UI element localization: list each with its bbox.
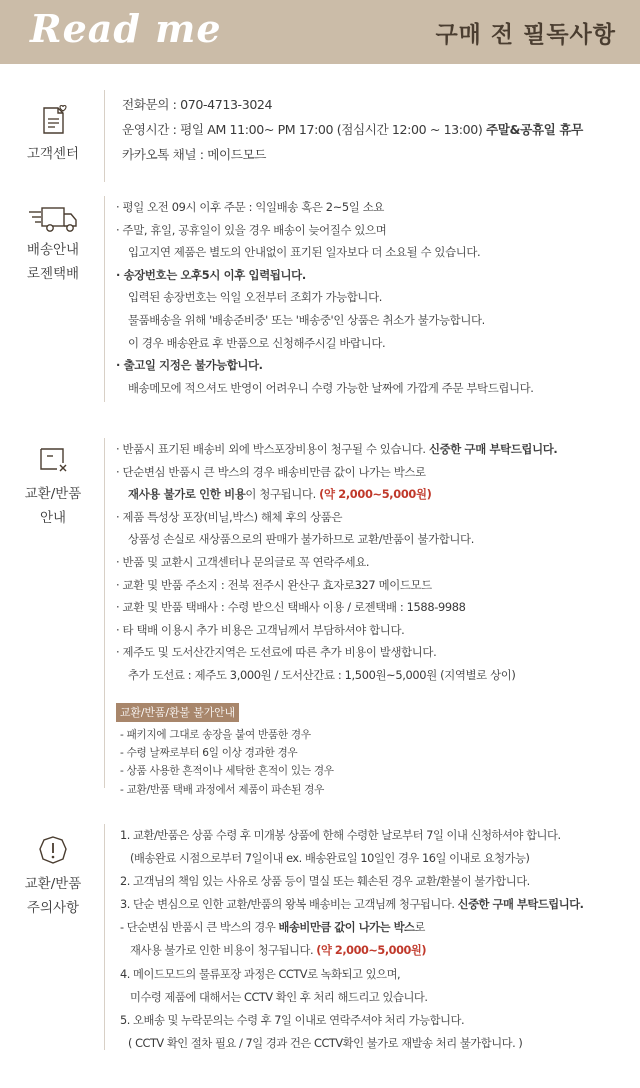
shipping-label bbox=[0, 238, 106, 286]
exchange-line: 추가 도선료 : 제주도 3,000원 / 도서산간료 : 1,500원~5,000원 (지역별로 상이) bbox=[128, 667, 516, 682]
caution-text: 로 bbox=[414, 921, 425, 935]
cs-label: 고객센터 bbox=[26, 146, 80, 162]
shipping-line: 입력된 송장번호는 익일 오전부터 조회가 가능합니다. bbox=[128, 290, 382, 305]
exchange-emphasis: 재사용 불가로 인한 비용 bbox=[128, 487, 246, 502]
section-shipping bbox=[0, 196, 640, 402]
exchange-line: · 타 택배 이용시 추가 비용은 고객님께서 부담하셔야 합니다. bbox=[116, 622, 405, 637]
no-return-item: - 교환/반품 택배 과정에서 제품이 파손된 경우 bbox=[120, 783, 324, 796]
cs-hours-text: 운영시간 : 평일 AM 11:00~ PM 17:00 (점심시간 12:00 ~ 13:00) bbox=[122, 122, 486, 137]
caution-emphasis: 신중한 구매 부탁드립니다. bbox=[457, 898, 584, 912]
shipping-line: · 주말, 휴일, 공휴일이 있을 경우 배송이 늦어질수 있으며 bbox=[116, 222, 387, 237]
caution-line bbox=[120, 939, 622, 962]
caution-line bbox=[120, 916, 622, 939]
caution-text: - 단순변심 반품시 큰 박스의 경우 bbox=[120, 921, 279, 935]
caution-label-1: 교환/반품 bbox=[24, 876, 82, 892]
shipping-line: · 출고일 지정은 불가능합니다. bbox=[116, 358, 263, 373]
shipping-line: · 송장번호는 오후5시 이후 입력됩니다. bbox=[116, 267, 306, 282]
caution-line: 미수령 제품에 대해서는 CCTV 확인 후 처리 해드리고 있습니다. bbox=[130, 990, 428, 1004]
truck-icon bbox=[26, 204, 80, 234]
caution-side bbox=[0, 834, 106, 920]
header-title-right: 구매 전 필독사항 bbox=[435, 22, 616, 48]
no-return-badge: 교환/반품/환불 불가안내 bbox=[116, 703, 239, 722]
divider bbox=[104, 90, 105, 182]
exchange-line: 상품성 손실로 새상품으로의 판매가 불가하므로 교환/반품이 불가합니다. bbox=[128, 532, 474, 547]
caution-label bbox=[0, 872, 106, 920]
exchange-label-1: 교환/반품 bbox=[24, 486, 82, 502]
no-return-item: - 상품 사용한 흔적이나 세탁한 흔적이 있는 경우 bbox=[120, 765, 334, 778]
cs-phone-label: 전화문의 : bbox=[122, 97, 181, 112]
exchange-content bbox=[116, 438, 622, 799]
shipping-line: 입고지연 제품은 별도의 안내없이 표기된 일자보다 더 소요될 수 있습니다. bbox=[128, 245, 481, 260]
exchange-line bbox=[116, 438, 622, 461]
caution-text: 재사용 불가로 인한 비용이 청구됩니다. bbox=[130, 944, 317, 958]
exchange-text: · 반품시 표기된 배송비 외에 박스포장비용이 청구될 수 있습니다. bbox=[116, 442, 429, 456]
exchange-emphasis: 신중한 구매 부탁드립니다. bbox=[428, 442, 558, 456]
caution-line: 4. 메이드모드의 물류포장 과정은 CCTV로 녹화되고 있으며, bbox=[120, 967, 401, 981]
return-box-icon bbox=[33, 444, 73, 476]
shipping-side bbox=[0, 204, 106, 286]
caution-line: (배송완료 시점으로부터 7일이내 ex. 배송완료일 10일인 경우 16일 이내로 요청가능) bbox=[130, 852, 530, 866]
exchange-line: · 교환 및 반품 택배사 : 수령 받으신 택배사 이용 / 로젠택배 : 1588-9988 bbox=[116, 600, 466, 615]
caution-line bbox=[120, 893, 622, 916]
header-banner bbox=[0, 0, 640, 64]
divider bbox=[104, 438, 105, 788]
cs-phone-number: 070-4713-3024 bbox=[180, 97, 273, 112]
no-return-item: - 패키지에 그대로 송장을 붙여 반품한 경우 bbox=[120, 728, 311, 741]
cs-phone bbox=[122, 92, 622, 117]
section-customer-service bbox=[0, 90, 640, 182]
exchange-line bbox=[116, 483, 622, 506]
caution-price: (약 2,000~5,000원) bbox=[316, 944, 427, 958]
caution-line: ( CCTV 확인 절차 필요 / 7일 경과 건은 CCTV확인 불가로 재발송 처리 불가합니다. ) bbox=[128, 1036, 523, 1050]
shipping-content bbox=[116, 196, 622, 399]
exclamation-circle-icon bbox=[37, 834, 69, 866]
exchange-side bbox=[0, 444, 106, 530]
exchange-text: 이 청구됩니다. bbox=[245, 487, 320, 502]
header-title-left: Read me bbox=[30, 6, 222, 51]
exchange-line: · 제주도 및 도서산간지역은 도선료에 따른 추가 비용이 발생합니다. bbox=[116, 645, 437, 660]
caution-line: 5. 오배송 및 누락문의는 수령 후 7일 이내로 연락주셔야 처리 가능합니다. bbox=[120, 1013, 465, 1027]
caution-text: 3. 단순 변심으로 인한 교환/반품의 왕복 배송비는 고객님께 청구됩니다. bbox=[120, 898, 458, 912]
cs-side bbox=[0, 104, 106, 166]
section-caution bbox=[0, 824, 640, 1050]
caution-line: 1. 교환/반품은 상품 수령 후 미개봉 상품에 한해 수령한 날로부터 7일 이내 신청하셔야 합니다. bbox=[120, 829, 561, 842]
exchange-line: · 제품 특성상 포장(비닐,박스) 해체 후의 상품은 bbox=[116, 509, 343, 524]
section-exchange bbox=[0, 438, 640, 796]
exchange-line: · 단순변심 반품시 큰 박스의 경우 배송비만큼 값이 나가는 박스로 bbox=[116, 464, 426, 479]
shipping-label-1: 배송안내 bbox=[26, 242, 80, 258]
shipping-label-2: 로젠택배 bbox=[26, 266, 80, 282]
shipping-line: 물품배송을 위해 '배송준비중' 또는 '배송중'인 상품은 취소가 불가능합니다. bbox=[128, 312, 485, 327]
caution-label-2: 주의사항 bbox=[26, 900, 80, 916]
cs-kakao: 카카오톡 채널 : 메이드모드 bbox=[122, 147, 267, 162]
shipping-line: 이 경우 배송완료 후 반품으로 신청해주시길 바랍니다. bbox=[128, 335, 386, 350]
cs-hours bbox=[122, 117, 622, 142]
exchange-price: (약 2,000~5,000원) bbox=[319, 487, 432, 502]
caution-emphasis: 배송비만큼 값이 나가는 박스 bbox=[278, 921, 415, 935]
exchange-label bbox=[0, 482, 106, 530]
cs-hours-closed: 주말&공휴일 휴무 bbox=[485, 122, 583, 137]
shipping-line: · 평일 오전 09시 이후 주문 : 익일배송 혹은 2~5일 소요 bbox=[116, 200, 385, 214]
document-heart-icon bbox=[38, 104, 68, 136]
exchange-line: · 교환 및 반품 주소지 : 전북 전주시 완산구 효자로327 메이드모드 bbox=[116, 577, 432, 592]
divider bbox=[104, 196, 105, 402]
caution-line: 2. 고객님의 책임 있는 사유로 상품 등이 멸실 또는 훼손된 경우 교환/환불이 불가합니다. bbox=[120, 875, 530, 889]
caution-content bbox=[120, 824, 622, 1055]
exchange-label-2: 안내 bbox=[39, 510, 67, 526]
divider bbox=[104, 824, 105, 1050]
exchange-line: · 반품 및 교환시 고객센터나 문의글로 꼭 연락주세요. bbox=[116, 554, 370, 569]
no-return-item: - 수령 날짜로부터 6일 이상 경과한 경우 bbox=[120, 746, 298, 759]
cs-content bbox=[122, 92, 622, 167]
shipping-line: 배송메모에 적으셔도 반영이 어려우니 수령 가능한 날짜에 가깝게 주문 부탁드립니다. bbox=[128, 380, 534, 395]
